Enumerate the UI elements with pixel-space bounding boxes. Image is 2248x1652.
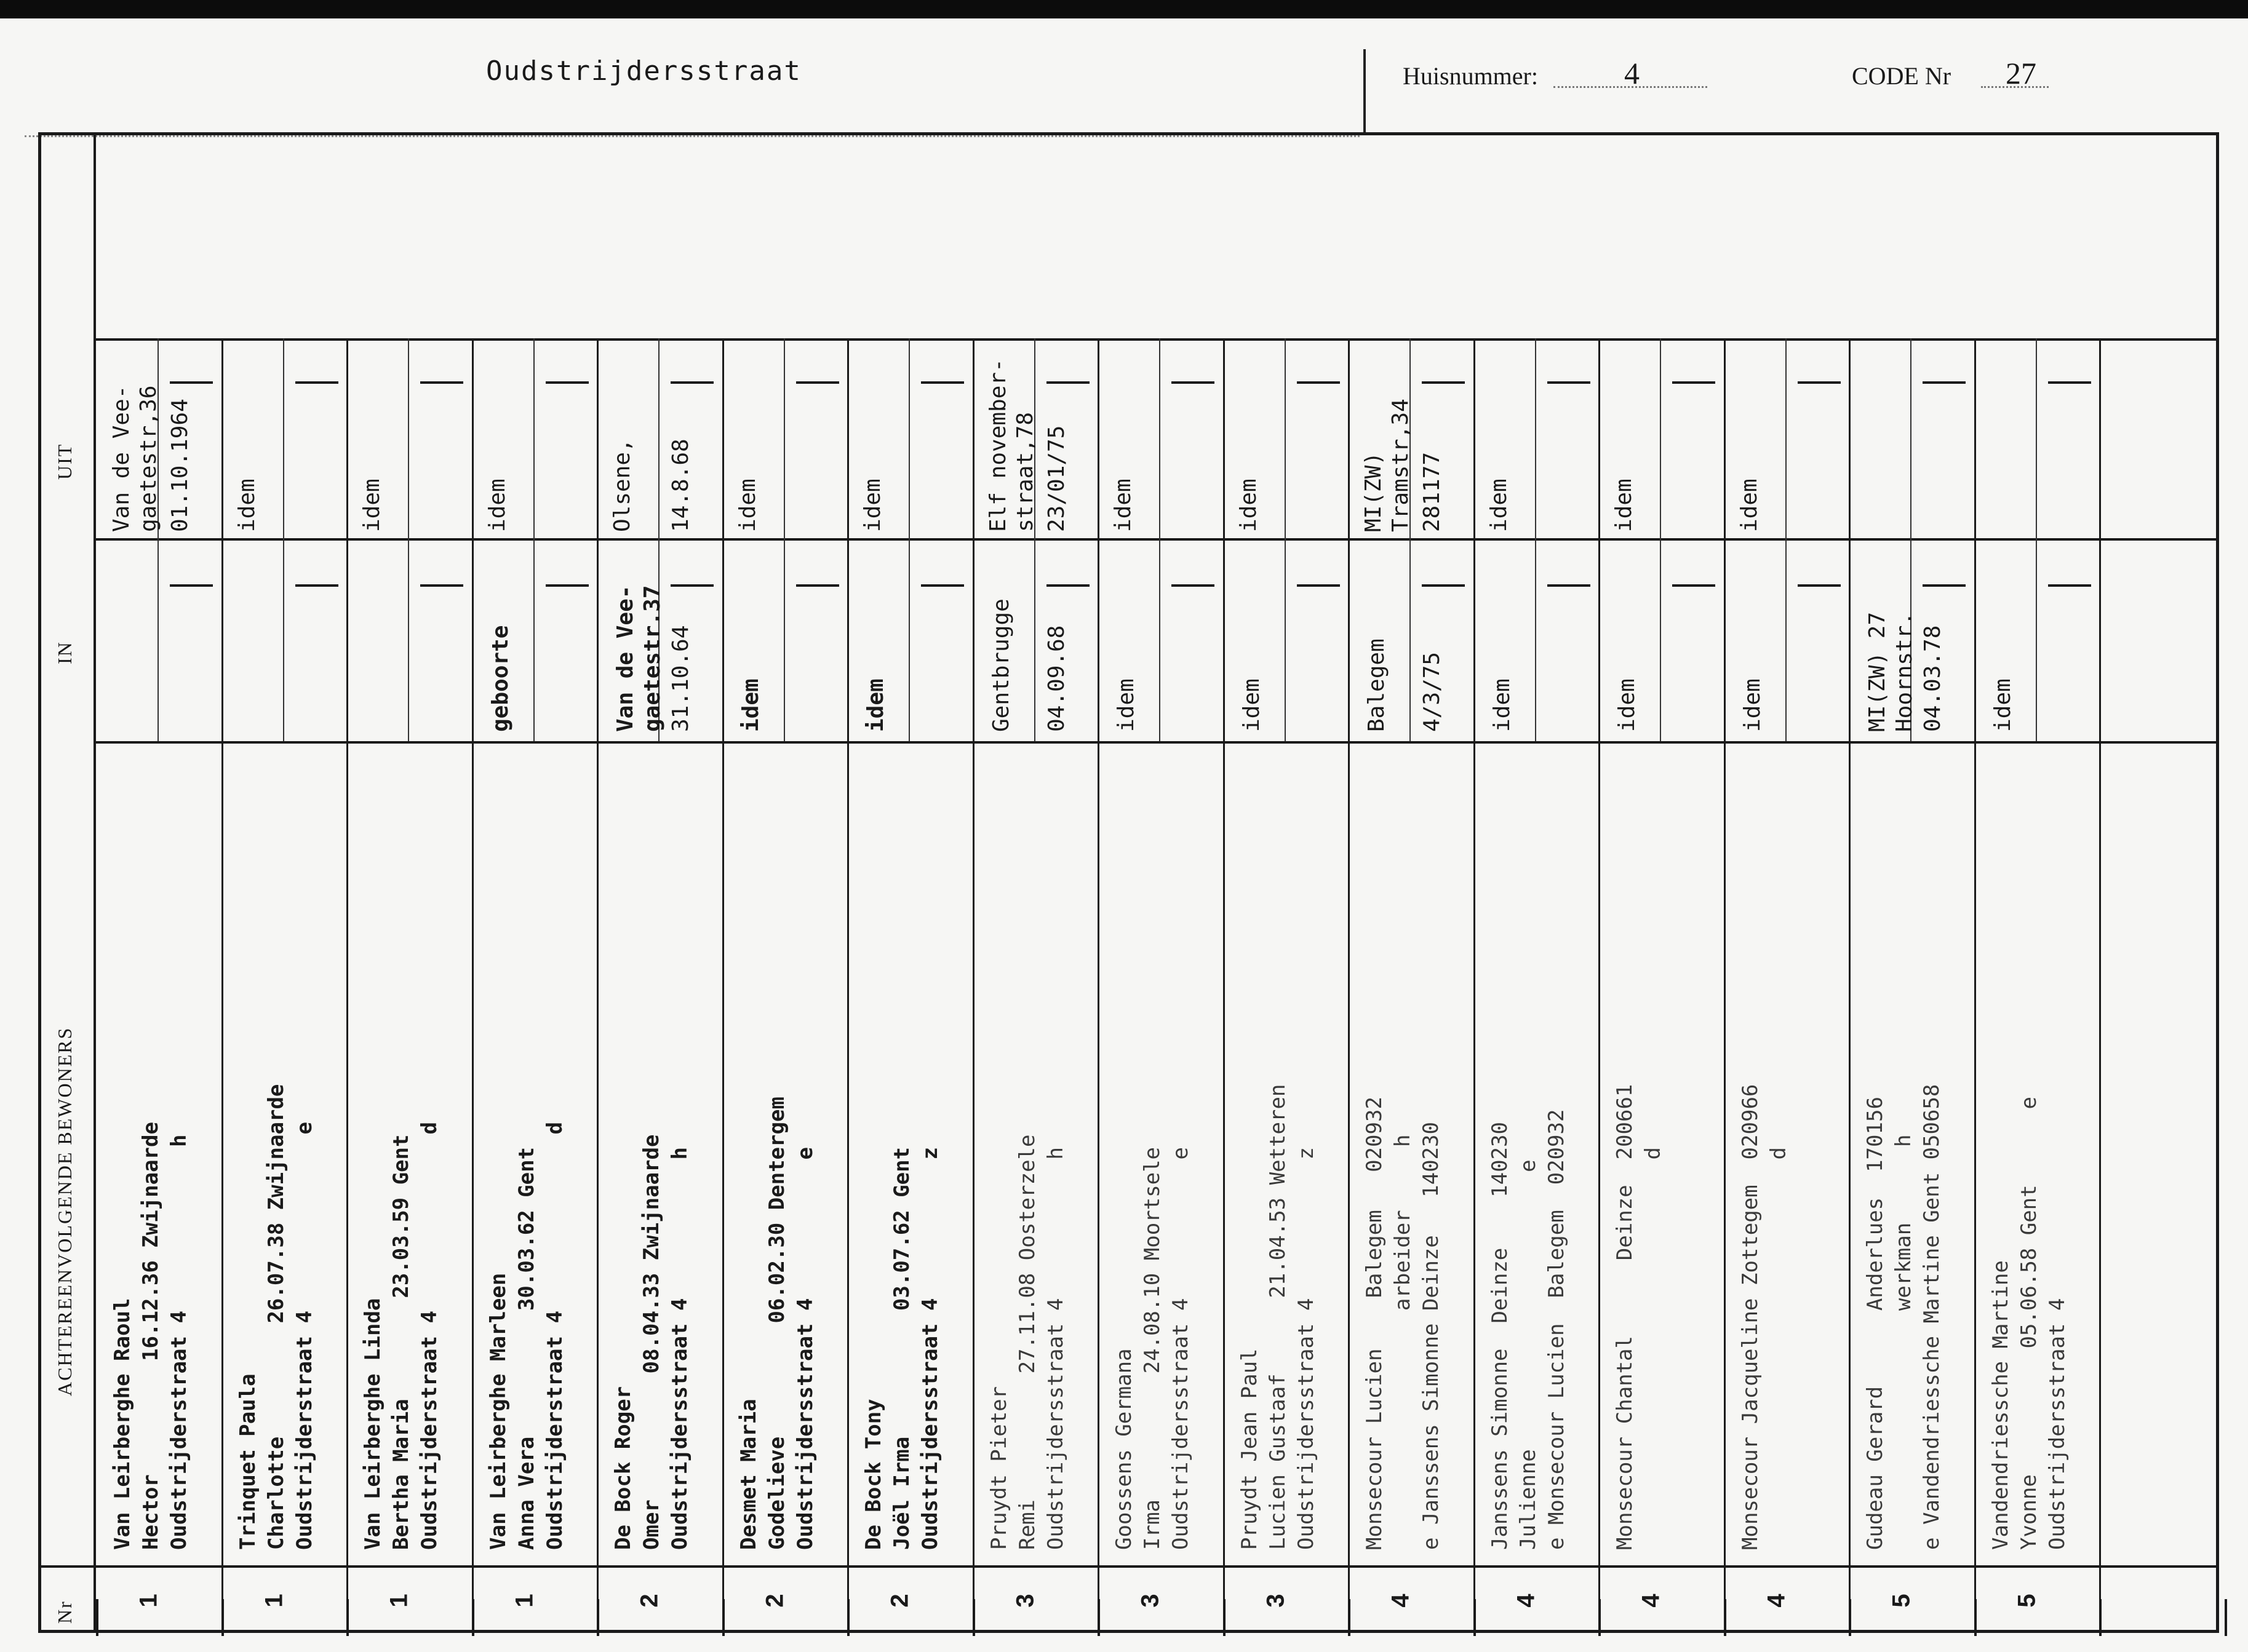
uit-empty-mark: [796, 381, 839, 384]
resident-entry: De Bock Roger Omer 08.04.33 Zwijnaarde Oudstrijdersstraat 4 h: [611, 1134, 692, 1550]
row-number: 1: [385, 1594, 413, 1608]
bottom-tick: [1598, 1599, 1601, 1636]
row-divider: [847, 338, 849, 1630]
in-empty-mark: [420, 584, 463, 587]
in-origin: Gentbrugge: [988, 598, 1014, 732]
in-empty-mark: [671, 584, 714, 587]
cell-subdivider: [1660, 338, 1661, 741]
resident-entry: Janssens Simonne Deinze 140230 Julienne e e Monsecour Lucien Balegem 020932: [1487, 1109, 1569, 1550]
resident-entry: Vandendriessche Martine Yvonne 05.06.58 Gent e Oudstrijdersstraat 4: [1988, 1097, 2070, 1550]
uit-empty-mark: [671, 381, 714, 384]
street-field: [25, 31, 1360, 137]
row-number: 2: [886, 1594, 914, 1608]
uit-destination: idem: [234, 479, 260, 532]
bewoners-column-label: ACHTEREENVOLGENDE BEWONERS: [54, 1027, 76, 1396]
row-number: 3: [1262, 1594, 1289, 1608]
column-divider-labels: [94, 135, 96, 1630]
bottom-tick: [1473, 1599, 1476, 1636]
nr-column-label: Nr: [54, 1600, 76, 1624]
in-bewoners-divider: [94, 741, 2216, 744]
row-divider: [346, 338, 348, 1630]
in-empty-mark: [295, 584, 338, 587]
resident-entry: Van Leirberghe Marleen Anna Vera 30.03.62 Gent Oudstrijderstraat 4 d: [485, 1122, 567, 1550]
cell-subdivider: [1535, 338, 1536, 741]
in-empty-mark: [1798, 584, 1841, 587]
bottom-tick: [472, 1599, 474, 1636]
row-divider: [1849, 338, 1851, 1630]
uit-destination: Van de Vee- gaetestr,36: [109, 385, 161, 532]
row-divider: [221, 338, 223, 1630]
in-date: 04.03.78: [1920, 625, 1945, 732]
in-empty-mark: [170, 584, 213, 587]
row-number: 5: [2013, 1594, 2041, 1608]
bottom-tick: [597, 1599, 599, 1636]
uit-destination: MI(ZW) Tramstr,34: [1361, 399, 1413, 532]
row-number: 3: [1011, 1594, 1039, 1608]
bottom-tick: [221, 1599, 224, 1636]
in-date: 4/3/75: [1419, 651, 1445, 732]
uit-destination: idem: [1110, 479, 1136, 532]
row-number: 4: [1512, 1594, 1540, 1608]
row-number: 1: [260, 1594, 288, 1608]
uit-destination: idem: [735, 479, 760, 532]
row-number: 3: [1136, 1594, 1164, 1608]
uit-destination: idem: [484, 479, 510, 532]
in-empty-mark: [2048, 584, 2091, 587]
cell-subdivider: [533, 338, 535, 741]
in-origin: geboorte: [487, 625, 513, 732]
resident-entry: Gudeau Gerard Anderlues 170156 werkman h e Vandendriessche Martine Gent 050658: [1863, 1084, 1944, 1550]
cell-subdivider: [283, 338, 284, 741]
resident-entry: Monsecour Chantal Deinze 200661 d: [1612, 1084, 1665, 1550]
resident-entry: De Bock Tony Joël Irma 03.07.62 Gent Oudstrijdersstraat 4 z: [861, 1146, 943, 1550]
row-divider: [472, 338, 474, 1630]
row-divider: [2099, 338, 2101, 1630]
uit-destination: idem: [359, 479, 385, 532]
in-empty-mark: [1046, 584, 1090, 587]
street-name: Oudstrijdersstraat: [486, 55, 802, 87]
bottom-tick: [847, 1599, 850, 1636]
in-origin: idem: [1489, 678, 1515, 732]
resident-entry: Goossens Germana Irma 24.08.10 Moortsele Oudstrijdersstraat 4 e: [1112, 1146, 1193, 1550]
uit-destination: idem: [860, 479, 885, 532]
in-origin: idem: [738, 678, 763, 732]
bottom-tick: [1724, 1599, 1726, 1636]
row-divider: [1974, 338, 1976, 1630]
in-origin: idem: [863, 678, 888, 732]
resident-entry: Pruydt Pieter Remi 27.11.08 Oosterzele Oudstrijdersstraat 4 h: [986, 1134, 1068, 1550]
uit-destination: idem: [1486, 479, 1512, 532]
row-divider: [1598, 338, 1600, 1630]
bottom-tick: [1974, 1599, 1977, 1636]
bottom-tick: [973, 1599, 975, 1636]
in-origin: idem: [1238, 678, 1264, 732]
resident-entry: Monsecour Jacqueline Zottegem 020966 d: [1737, 1084, 1791, 1550]
uit-date: 281177: [1419, 451, 1445, 532]
resident-entry: Desmet Maria Godelieve 06.02.30 Dentergem Oudstrijdersstraat 4 e: [736, 1097, 818, 1550]
in-empty-mark: [921, 584, 964, 587]
in-empty-mark: [546, 584, 589, 587]
resident-entry: Van Leirberghe Raoul Hector 16.12.36 Zwijnaarde Oudstrijderstraat 4 h: [110, 1122, 191, 1550]
cell-subdivider: [909, 338, 910, 741]
row-number: 4: [1763, 1594, 1790, 1608]
row-divider: [1724, 338, 1726, 1630]
huisnummer-value: 4: [1624, 56, 1640, 90]
in-empty-mark: [1672, 584, 1715, 587]
bottom-tick: [1098, 1599, 1100, 1636]
row-number: 2: [636, 1594, 663, 1608]
in-date: 31.10.64: [668, 625, 693, 732]
bottom-tick: [1849, 1599, 1851, 1636]
uit-empty-mark: [2048, 381, 2091, 384]
bottom-tick: [1348, 1599, 1350, 1636]
in-origin: idem: [1739, 678, 1765, 732]
in-empty-mark: [796, 584, 839, 587]
uit-empty-mark: [921, 381, 964, 384]
in-empty-mark: [1547, 584, 1590, 587]
nr-row-divider: [41, 1565, 2216, 1568]
bottom-tick: [722, 1599, 725, 1636]
row-number: 1: [511, 1594, 538, 1608]
in-origin: idem: [1614, 678, 1640, 732]
bottom-tick: [96, 1599, 98, 1636]
uit-destination: idem: [1736, 479, 1762, 532]
header-divider: [1363, 49, 1366, 135]
row-divider: [1473, 338, 1475, 1630]
uit-empty-mark: [1672, 381, 1715, 384]
row-number: 2: [761, 1594, 789, 1608]
uit-empty-mark: [1171, 381, 1214, 384]
in-empty-mark: [1422, 584, 1465, 587]
uit-date: 23/01/75: [1043, 425, 1069, 532]
in-date: 04.09.68: [1043, 625, 1069, 732]
row-divider: [722, 338, 724, 1630]
uit-column-label: UIT: [54, 443, 76, 480]
uit-empty-mark: [295, 381, 338, 384]
in-origin: Balegem: [1364, 638, 1389, 732]
row-divider: [1223, 338, 1225, 1630]
uit-destination: idem: [1611, 479, 1636, 532]
in-origin: MI(ZW) 27 Hoornstr.: [1865, 611, 1917, 732]
in-origin: Van de Vee- gaetestr.37: [613, 585, 665, 732]
uit-empty-mark: [1923, 381, 1966, 384]
in-empty-mark: [1297, 584, 1340, 587]
uit-empty-mark: [1422, 381, 1465, 384]
uit-in-divider: [94, 538, 2216, 541]
uit-empty-mark: [546, 381, 589, 384]
row-number: 4: [1637, 1594, 1665, 1608]
row-number: 5: [1887, 1594, 1915, 1608]
cell-subdivider: [408, 338, 409, 741]
uit-destination: idem: [1235, 479, 1261, 532]
row-number: 1: [135, 1594, 162, 1608]
uit-destination: Elf november- straat,78: [985, 359, 1038, 532]
resident-entry: Van Leirberghe Linda Bertha Maria 23.03.59 Gent Oudstrijderstraat 4 d: [361, 1122, 442, 1550]
code-value: 27: [2006, 56, 2036, 90]
uit-empty-mark: [420, 381, 463, 384]
uit-date: 01.10.1964: [167, 399, 193, 532]
huisnummer-label: Huisnummer:: [1403, 62, 1538, 90]
scan-top-border: [0, 0, 2248, 18]
row-divider: [973, 338, 975, 1630]
resident-entry: Pruydt Jean Paul Lucien Gustaaf 21.04.53 Wetteren Oudstrijdersstraat 4 z: [1237, 1084, 1318, 1550]
uit-empty-mark: [1297, 381, 1340, 384]
cell-subdivider: [784, 338, 785, 741]
cell-subdivider: [1785, 338, 1787, 741]
in-empty-mark: [1923, 584, 1966, 587]
bottom-tick: [2225, 1599, 2227, 1636]
cell-subdivider: [2036, 338, 2037, 741]
bottom-tick: [1223, 1599, 1226, 1636]
cell-subdivider: [1159, 338, 1160, 741]
uit-top-divider: [94, 338, 2216, 341]
uit-empty-mark: [1798, 381, 1841, 384]
uit-empty-mark: [170, 381, 213, 384]
uit-destination: Olsene,: [610, 439, 635, 532]
bottom-tick: [346, 1599, 349, 1636]
row-divider: [597, 338, 599, 1630]
in-column-label: IN: [54, 641, 76, 664]
row-divider: [1098, 338, 1099, 1630]
bottom-tick: [2099, 1599, 2102, 1636]
in-origin: idem: [1114, 678, 1139, 732]
resident-entry: Trinquet Paula Charlotte 26.07.38 Zwijnaarde Oudstrijderstraat 4 e: [235, 1084, 317, 1550]
in-empty-mark: [1171, 584, 1214, 587]
code-label: CODE Nr: [1852, 62, 1951, 90]
cell-subdivider: [1285, 338, 1286, 741]
uit-date: 14.8.68: [668, 439, 693, 532]
resident-entry: Monsecour Lucien Balegem 020932 arbeider h e Janssens Simonne Deinze 140230: [1362, 1097, 1443, 1550]
row-number: 4: [1387, 1594, 1414, 1608]
uit-empty-mark: [1046, 381, 1090, 384]
row-divider: [1348, 338, 1350, 1630]
uit-empty-mark: [1547, 381, 1590, 384]
residents-register-table: [38, 132, 2219, 1633]
in-origin: idem: [1990, 678, 2015, 732]
